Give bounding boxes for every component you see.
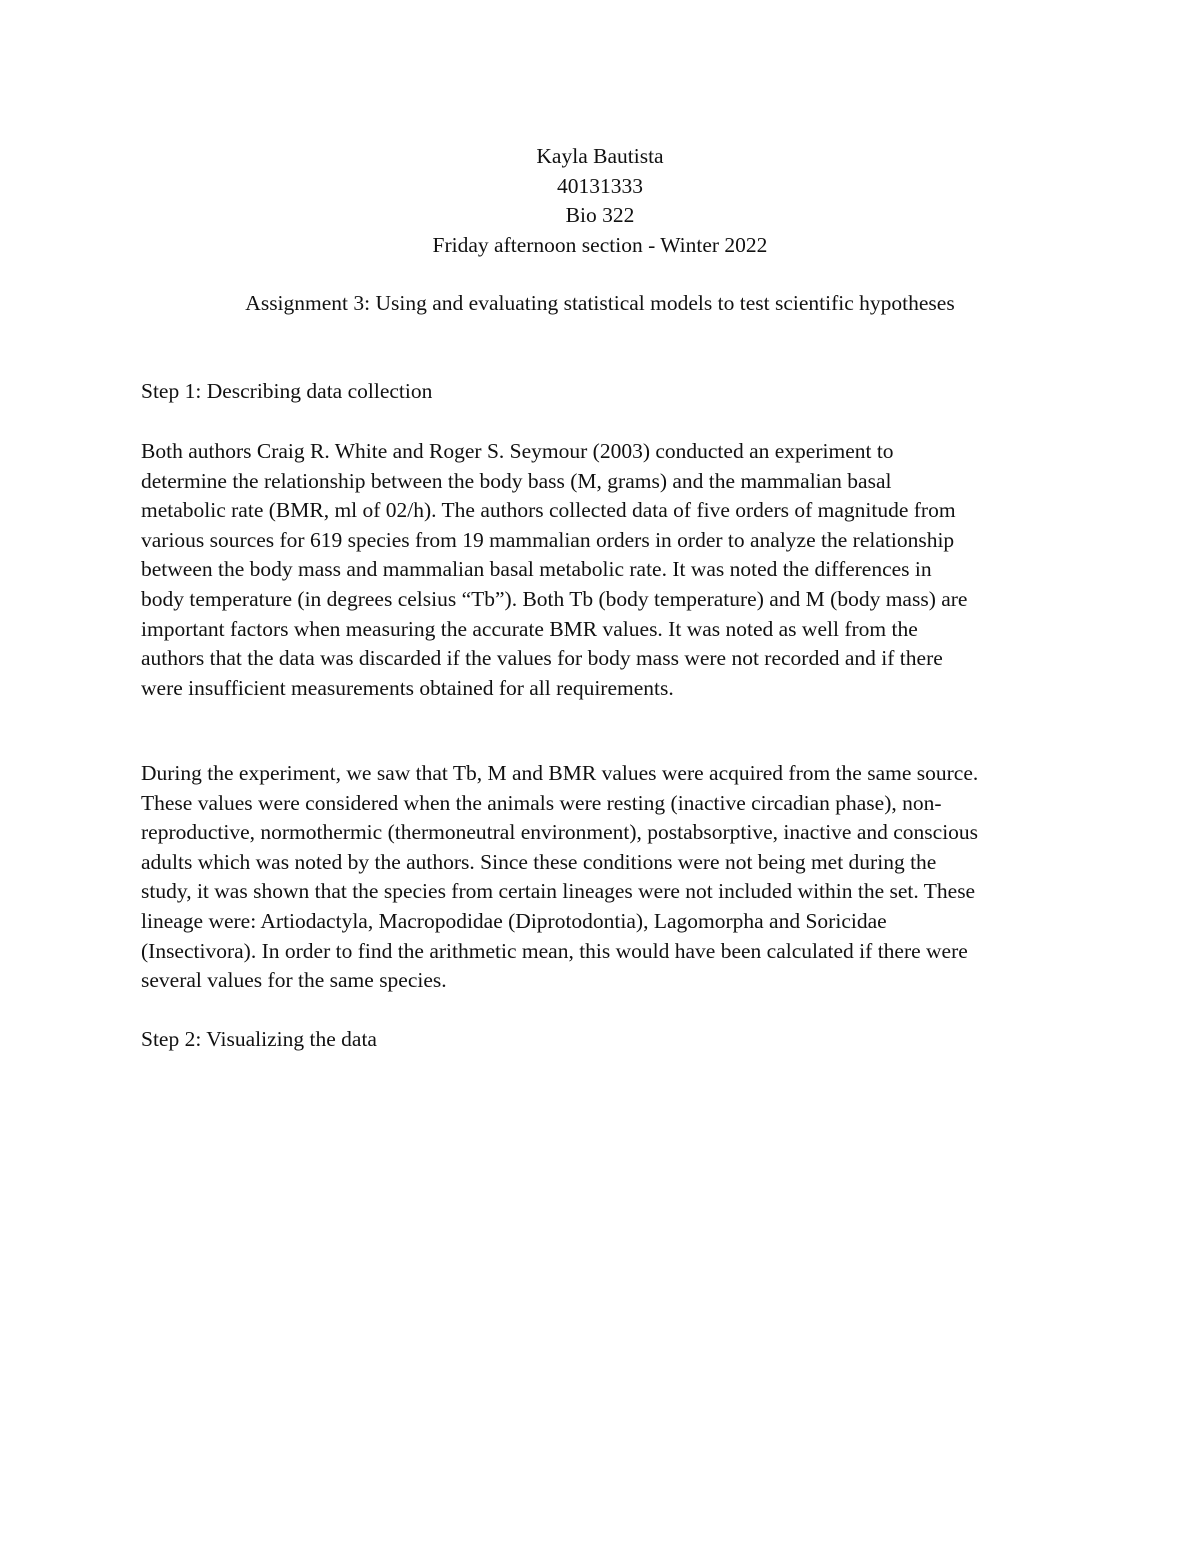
paragraph-line: adults which was noted by the authors. Since these conditions were not being met during the (141, 849, 937, 874)
step2-heading (141, 1025, 1071, 1055)
paragraph-line: During the experiment, we saw that Tb, M and BMR values were acquired from the same source. (141, 761, 979, 785)
step1-heading (141, 377, 1071, 407)
student-id: 40131333 (557, 173, 643, 198)
section-info: Friday afternoon section - Winter 2022 (432, 232, 768, 257)
paragraph-line: metabolic rate (BMR, ml of 02/h). The authors collected data of five orders of magnitude from (141, 498, 956, 523)
paragraph-line: important factors when measuring the accurate BMR values. It was noted as well from the (141, 616, 918, 641)
step2-heading-text: Step 2: Visualizing the data (141, 1027, 377, 1051)
paragraph-line: were insufficient measurements obtained for all requirements. (141, 675, 674, 700)
paragraph-line: body temperature (in degrees celsius “Tb”). Both Tb (body temperature) and M (body mass) are (141, 586, 968, 611)
course-code: Bio 322 (565, 203, 635, 228)
paragraph-line: lineage were: Artiodactyla, Macropodidae (Diprotodontia), Lagomorpha and Soricidae (141, 908, 887, 933)
paragraph-experiment-conditions (141, 759, 1071, 996)
paragraph-data-collection (141, 437, 1071, 703)
paragraph-line: between the body mass and mammalian basal metabolic rate. It was noted the differences in (141, 557, 932, 582)
paragraph-line: study, it was shown that the species from certain lineages were not included within the set. These (141, 879, 976, 904)
paragraph-line: Both authors Craig R. White and Roger S. Seymour (2003) conducted an experiment to (141, 439, 894, 463)
title-block (0, 142, 1200, 260)
paragraph-line: reproductive, normothermic (thermoneutral environment), postabsorptive, inactive and conscious (141, 820, 979, 845)
paragraph-line: several values for the same species. (141, 968, 447, 993)
paragraph-line: (Insectivora). In order to find the arithmetic mean, this would have been calculated if there were (141, 938, 968, 963)
paragraph-line: authors that the data was discarded if the values for body mass were not recorded and if there (141, 646, 943, 671)
author-name: Kayla Bautista (536, 144, 664, 168)
paragraph-line: various sources for 619 species from 19 mammalian orders in order to analyze the relationship (141, 527, 955, 552)
paragraph-line: determine the relationship between the body bass (M, grams) and the mammalian basal (141, 468, 892, 493)
assignment-title: Assignment 3: Using and evaluating statistical models to test scientific hypotheses (245, 291, 955, 315)
step1-heading-text: Step 1: Describing data collection (141, 379, 433, 403)
paragraph-line: These values were considered when the animals were resting (inactive circadian phase), non- (141, 790, 942, 815)
